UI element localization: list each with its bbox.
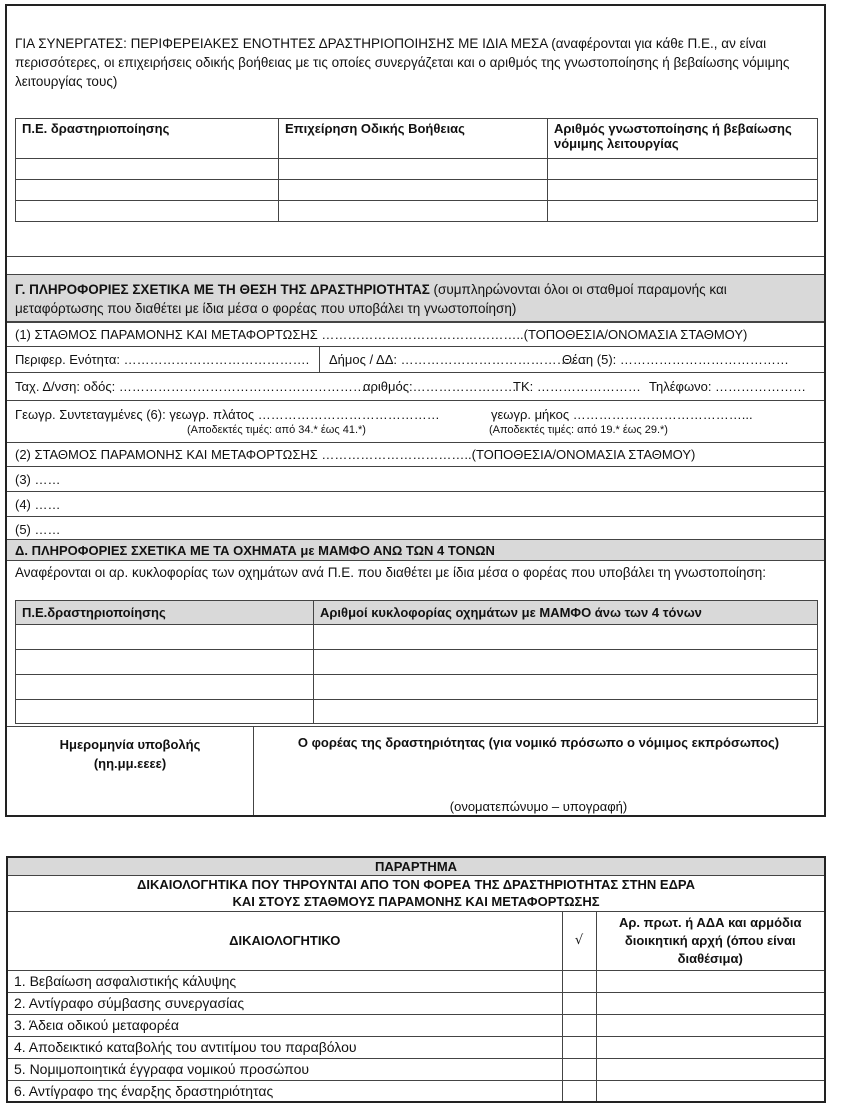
reference-cell[interactable] xyxy=(596,1036,825,1058)
partners-table xyxy=(15,118,818,222)
section-d-desc: Αναφέρονται οι αρ. κυκλοφορίας των οχημάτων ανά Π.Ε. που διαθέτει με ίδια μέσα ο φορέας που υποβάλει τη γνωστοποίηση: xyxy=(15,565,767,580)
col-company-header: Επιχείρηση Οδικής Βοήθειας xyxy=(285,121,465,136)
station3-row xyxy=(7,466,824,491)
annex-item-6: 6. Αντίγραφο της έναρξης δραστηριότητας xyxy=(7,1080,562,1102)
position-field[interactable]: Θέση (5): ………………………………… xyxy=(562,352,789,367)
table-cell[interactable] xyxy=(16,625,314,650)
table-cell[interactable] xyxy=(314,625,818,650)
station3-label[interactable]: (3) …… xyxy=(15,472,61,487)
agent-label: Ο φορέας της δραστηριότητας (για νομικό πρόσωπο ο νόμιμος εκπρόσωπος) xyxy=(297,735,780,750)
station4-label[interactable]: (4) …… xyxy=(15,497,61,512)
table-cell[interactable] xyxy=(16,201,279,222)
submission-date-format: (ηη.μμ.εεεε) xyxy=(93,756,167,771)
annex-subtitle-2: ΚΑΙ ΣΤΟΥΣ ΣΤΑΘΜΟΥΣ ΠΑΡΑΜΟΝΗΣ ΚΑΙ ΜΕΤΑΦΟΡΤΩΣΗΣ xyxy=(232,894,600,909)
region-row xyxy=(7,346,824,372)
section-g-title: Γ. ΠΛΗΡΟΦΟΡΙΕΣ ΣΧΕΤΙΚΑ ΜΕ ΤΗ ΘΕΣΗ ΤΗΣ ΔΡΑΣΤΗΡΙΟΤΗΤΑΣ xyxy=(15,282,430,297)
divider xyxy=(319,347,320,372)
address-row xyxy=(7,372,824,400)
check-cell[interactable] xyxy=(562,992,596,1014)
longitude-hint: (Αποδεκτές τιμές: από 19.* έως 29.*) xyxy=(489,424,668,436)
region-field[interactable]: Περιφερ. Ενότητα: ……………………………………. xyxy=(15,352,310,367)
reference-cell[interactable] xyxy=(596,970,825,992)
station2-label[interactable]: (2) ΣΤΑΘΜΟΣ ΠΑΡΑΜΟΝΗΣ ΚΑΙ ΜΕΤΑΦΟΡΤΩΣΗΣ ……………………………..(ΤΟΠΟΘΕΣΙΑ/ΟΝΟΜΑΣΙΑ ΣΤΑΘΜΟΥ) xyxy=(15,447,696,462)
station1-row xyxy=(7,322,824,346)
col-region-header: Π.Ε. δραστηριοποίησης xyxy=(22,121,170,136)
annex-item-2: 2. Αντίγραφο σύμβασης συνεργασίας xyxy=(7,992,562,1014)
col-notification-header: Αριθμός γνωστοποίησης ή βεβαίωσης νόμιμης λειτουργίας xyxy=(554,121,792,151)
coords-row xyxy=(7,400,824,442)
partners-intro: ΓΙΑ ΣΥΝΕΡΓΑΤΕΣ: ΠΕΡΙΦΕΡΕΙΑΚΕΣ ΕΝΟΤΗΤΕΣ ΔΡΑΣΤΗΡΙΟΠΟΙΗΣΗΣ ΜΕ ΙΔΙΑ ΜΕΣΑ (αναφέρονται για κάθε Π.Ε., αν είναι περισσότερες, οι επιχειρήσεις οδικής βοήθειας με τις οποίες συνεργάζεται και ο αριθμός της γνωστοποίησης ή βεβαίωσης νόμιμης λειτουργίας τους) xyxy=(15,36,790,89)
section-g-header xyxy=(7,274,824,322)
check-cell[interactable] xyxy=(562,1014,596,1036)
annex-item-4: 4. Αποδεικτικό καταβολής του αντιτίμου του παραβόλου xyxy=(7,1036,562,1058)
number-field[interactable]: αριθμός:…………………… xyxy=(363,379,517,394)
zip-field[interactable]: ΤΚ: …………………… xyxy=(513,379,641,394)
reference-cell[interactable] xyxy=(596,1058,825,1080)
col-check-header: √ xyxy=(562,911,596,970)
divider xyxy=(7,256,824,257)
table-cell[interactable] xyxy=(548,201,818,222)
table-cell[interactable] xyxy=(314,675,818,700)
signature-label[interactable]: (ονοματεπώνυμο – υπογραφή) xyxy=(449,799,628,814)
annex-item-1: 1. Βεβαίωση ασφαλιστικής κάλυψης xyxy=(7,970,562,992)
station2-row xyxy=(7,442,824,466)
latitude-field[interactable]: Γεωγρ. Συντεταγμένες (6): γεωγρ. πλάτος …………………………………… xyxy=(15,407,440,422)
longitude-field[interactable]: γεωγρ. μήκος …………………………………... xyxy=(491,407,753,422)
table-cell[interactable] xyxy=(548,159,818,180)
check-cell[interactable] xyxy=(562,1080,596,1102)
vehicles-table xyxy=(15,600,818,724)
main-form xyxy=(5,4,826,817)
station5-row xyxy=(7,516,824,539)
annex-item-5: 5. Νομιμοποιητικά έγγραφα νομικού προσώπου xyxy=(7,1058,562,1080)
check-cell[interactable] xyxy=(562,1058,596,1080)
table-cell[interactable] xyxy=(279,159,548,180)
table-cell[interactable] xyxy=(16,700,314,724)
col-region-header: Π.Ε.δραστηριοποίησης xyxy=(22,605,166,620)
check-cell[interactable] xyxy=(562,970,596,992)
street-field[interactable]: Ταχ. Δ/νση: οδός: ………………………………………………… xyxy=(15,379,366,394)
col-reference-header: Αρ. πρωτ. ή ΑΔΑ και αρμόδια διοικητική αρχή (όπου είναι διαθέσιμα) xyxy=(596,911,825,970)
table-cell[interactable] xyxy=(314,650,818,675)
annex-table xyxy=(6,856,826,1103)
col-plates-header: Αριθμοί κυκλοφορίας οχημάτων με ΜΑΜΦΟ άνω των 4 τόνων xyxy=(320,605,702,620)
table-cell[interactable] xyxy=(16,180,279,201)
annex-item-3: 3. Άδεια οδικού μεταφορέα xyxy=(7,1014,562,1036)
section-g-note: (συμπληρώνονται όλοι οι σταθμοί παραμονής και μεταφόρτωσης που διαθέτει με ίδια μέσα ο φορέας που υποβάλει τη γνωστοποίηση) xyxy=(15,282,727,316)
check-cell[interactable] xyxy=(562,1036,596,1058)
station4-row xyxy=(7,491,824,516)
latitude-hint: (Αποδεκτές τιμές: από 34.* έως 41.*) xyxy=(187,424,366,436)
section-d-title: Δ. ΠΛΗΡΟΦΟΡΙΕΣ ΣΧΕΤΙΚΑ ΜΕ ΤΑ ΟΧΗΜΑΤΑ με ΜΑΜΦΟ ΑΝΩ ΤΩΝ 4 ΤΟΝΩΝ xyxy=(15,543,495,558)
annex-title: ΠΑΡΑΡΤΗΜΑ xyxy=(7,857,825,875)
phone-field[interactable]: Τηλέφωνο: ………………… xyxy=(649,379,807,394)
submission-row xyxy=(7,726,824,815)
annex-subtitle-1: ΔΙΚΑΙΟΛΟΓΗΤΙΚΑ ΠΟΥ ΤΗΡΟΥΝΤΑΙ ΑΠΟ ΤΟΝ ΦΟΡΕΑ ΤΗΣ ΔΡΑΣΤΗΡΙΟΤΗΤΑΣ ΣΤΗΝ ΕΔΡΑ xyxy=(136,877,696,892)
submission-date-label: Ημερομηνία υποβολής xyxy=(59,737,201,752)
table-cell[interactable] xyxy=(314,700,818,724)
table-cell[interactable] xyxy=(548,180,818,201)
station1-label[interactable]: (1) ΣΤΑΘΜΟΣ ΠΑΡΑΜΟΝΗΣ ΚΑΙ ΜΕΤΑΦΟΡΤΩΣΗΣ ………………………………………..(ΤΟΠΟΘΕΣΙΑ/ΟΝΟΜΑΣΙΑ ΣΤΑΘΜΟΥ) xyxy=(15,327,748,342)
reference-cell[interactable] xyxy=(596,1014,825,1036)
reference-cell[interactable] xyxy=(596,992,825,1014)
municipality-field[interactable]: Δήμος / ΔΔ: ……………………………………. xyxy=(329,352,587,367)
col-document-header: ΔΙΚΑΙΟΛΟΓΗΤΙΚΟ xyxy=(7,911,562,970)
table-cell[interactable] xyxy=(16,650,314,675)
table-cell[interactable] xyxy=(279,180,548,201)
table-cell[interactable] xyxy=(16,159,279,180)
table-cell[interactable] xyxy=(16,675,314,700)
section-d-header xyxy=(7,539,824,561)
table-cell[interactable] xyxy=(279,201,548,222)
station5-label[interactable]: (5) …… xyxy=(15,522,61,537)
reference-cell[interactable] xyxy=(596,1080,825,1102)
